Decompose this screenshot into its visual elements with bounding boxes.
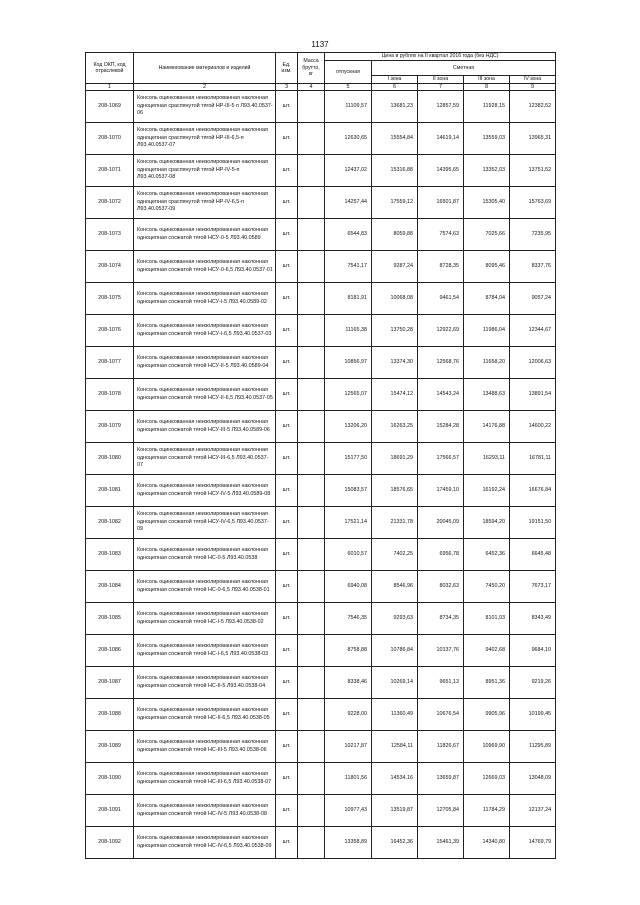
zone-4-price: 14600,22 (510, 411, 556, 443)
table-row (86, 731, 556, 763)
item-mass (298, 731, 325, 763)
item-mass (298, 763, 325, 795)
zone-2-price: 15284,28 (418, 411, 464, 443)
item-code: 208-1076 (86, 315, 134, 347)
zone-3-price: 11986,04 (464, 315, 510, 347)
zone-2-price: 8032,63 (418, 571, 464, 603)
release-price: 11801,56 (325, 763, 372, 795)
item-code: 208-1082 (86, 507, 134, 539)
zone-2-price: 11826,67 (418, 731, 464, 763)
item-mass (298, 155, 325, 187)
item-mass (298, 507, 325, 539)
zone-4-price: 12344,67 (510, 315, 556, 347)
table-row (86, 155, 556, 187)
zone-1-price: 15474,12 (372, 379, 418, 411)
table-row (86, 91, 556, 123)
zone-4-price: 7235,95 (510, 219, 556, 251)
item-unit: шт. (276, 123, 298, 155)
release-price: 6940,08 (325, 571, 372, 603)
zone-3-price: 6452,36 (464, 539, 510, 571)
header-unit: Ед. изм. (276, 53, 298, 84)
item-mass (298, 539, 325, 571)
zone-1-price: 13374,30 (372, 347, 418, 379)
zone-1-price: 9287,24 (372, 251, 418, 283)
item-code: 208-1083 (86, 539, 134, 571)
release-price: 11109,57 (325, 91, 372, 123)
item-unit: шт. (276, 635, 298, 667)
item-code: 208-1086 (86, 635, 134, 667)
item-mass (298, 91, 325, 123)
item-code: 208-1074 (86, 251, 134, 283)
release-price: 8758,88 (325, 635, 372, 667)
zone-1-price: 14534,16 (372, 763, 418, 795)
zone-3-price: 9402,68 (464, 635, 510, 667)
item-code: 208-1088 (86, 699, 134, 731)
table-row (86, 315, 556, 347)
release-price: 12437,02 (325, 155, 372, 187)
zone-2-price: 14395,65 (418, 155, 464, 187)
zone-2-price: 10137,76 (418, 635, 464, 667)
table-row (86, 123, 556, 155)
item-mass (298, 219, 325, 251)
item-unit: шт. (276, 91, 298, 123)
item-code: 208-1071 (86, 155, 134, 187)
item-name: Консоль оцинкованная неизолированная наклонная одноцепная сосжатой тягой НС-III-5 Л93.40.0538-06 (134, 731, 276, 763)
header-zone-3: III зона (464, 76, 510, 84)
item-unit: шт. (276, 795, 298, 827)
item-mass (298, 635, 325, 667)
zone-3-price: 16293,11 (464, 443, 510, 475)
zone-1-price: 18691,29 (372, 443, 418, 475)
release-price: 8338,46 (325, 667, 372, 699)
header-name: Наименование материалов и изделий (134, 53, 276, 84)
zone-1-price: 10068,08 (372, 283, 418, 315)
table-row (86, 699, 556, 731)
release-price: 12630,65 (325, 123, 372, 155)
zone-1-price: 8059,88 (372, 219, 418, 251)
release-price: 6544,83 (325, 219, 372, 251)
item-name: Консоль оцинкованная неизолированная наклонная одноцепная сосжатой тягой НСУ-IV-6,5 Л93.40.0537-09 (134, 507, 276, 539)
item-unit: шт. (276, 507, 298, 539)
zone-2-price: 16501,87 (418, 187, 464, 219)
column-number: 7 (418, 84, 464, 91)
header-zone-4: IV зона (510, 76, 556, 84)
item-unit: шт. (276, 219, 298, 251)
table-row (86, 603, 556, 635)
table-row (86, 635, 556, 667)
zone-1-price: 13681,23 (372, 91, 418, 123)
table-row (86, 763, 556, 795)
item-unit: шт. (276, 443, 298, 475)
item-mass (298, 251, 325, 283)
header-release: отпускная (325, 60, 372, 84)
table-row (86, 411, 556, 443)
zone-2-price: 17566,57 (418, 443, 464, 475)
release-price: 10217,87 (325, 731, 372, 763)
zone-4-price: 11295,89 (510, 731, 556, 763)
item-name: Консоль оцинкованная неизолированная наклонная одноцепная сраспянутой тягой НР-IV-5-п Л93.40.0537-08 (134, 155, 276, 187)
zone-1-price: 9293,63 (372, 603, 418, 635)
zone-1-price: 7402,25 (372, 539, 418, 571)
zone-3-price: 11658,20 (464, 347, 510, 379)
item-code: 208-1087 (86, 667, 134, 699)
release-price: 9228,00 (325, 699, 372, 731)
zone-3-price: 7025,66 (464, 219, 510, 251)
item-code: 208-1080 (86, 443, 134, 475)
table-row (86, 347, 556, 379)
release-price: 15083,57 (325, 475, 372, 507)
column-number-row (86, 84, 556, 91)
zone-4-price: 13048,09 (510, 763, 556, 795)
item-name: Консоль оцинкованная неизолированная наклонная одноцепная сосжатой тягой НС-II-6,5 Л93.40.0538-05 (134, 699, 276, 731)
zone-4-price: 8343,49 (510, 603, 556, 635)
item-name: Консоль оцинкованная неизолированная наклонная одноцепная сосжатой тягой НС-0-6,5 Л93.40.0538-01 (134, 571, 276, 603)
zone-4-price: 16781,11 (510, 443, 556, 475)
item-unit: шт. (276, 763, 298, 795)
zone-3-price: 7450,20 (464, 571, 510, 603)
item-name: Консоль оцинкованная неизолированная наклонная одноцепная сосжатой тягой НСУ-0-6,5 Л93.40.0537-01 (134, 251, 276, 283)
item-mass (298, 123, 325, 155)
table-row (86, 475, 556, 507)
release-price: 15177,50 (325, 443, 372, 475)
column-number: 1 (86, 84, 134, 91)
zone-3-price: 13488,63 (464, 379, 510, 411)
zone-3-price: 8951,36 (464, 667, 510, 699)
item-unit: шт. (276, 155, 298, 187)
item-code: 208-1069 (86, 91, 134, 123)
zone-1-price: 17559,12 (372, 187, 418, 219)
zone-3-price: 13352,03 (464, 155, 510, 187)
table-row (86, 827, 556, 859)
item-unit: шт. (276, 667, 298, 699)
header-mass: Масса брутто, кг (298, 53, 325, 84)
item-unit: шт. (276, 475, 298, 507)
zone-3-price: 15305,40 (464, 187, 510, 219)
release-price: 11165,38 (325, 315, 372, 347)
zone-2-price: 12922,69 (418, 315, 464, 347)
zone-4-price: 14769,79 (510, 827, 556, 859)
zone-3-price: 16192,24 (464, 475, 510, 507)
item-name: Консоль оцинкованная неизолированная наклонная одноцепная сосжатой тягой НС-IV-5 Л93.40.0538-08 (134, 795, 276, 827)
table-row (86, 667, 556, 699)
item-unit: шт. (276, 539, 298, 571)
item-name: Консоль оцинкованная неизолированная наклонная одноцепная сосжатой тягой НС-0-5 Л93.40.0538 (134, 539, 276, 571)
table-row (86, 251, 556, 283)
zone-4-price: 8337,76 (510, 251, 556, 283)
zone-1-price: 11360,49 (372, 699, 418, 731)
zone-2-price: 9461,54 (418, 283, 464, 315)
item-name: Консоль оцинкованная неизолированная наклонная одноцепная сосжатой тягой НСУ-II-5 Л93.40.0589-04 (134, 347, 276, 379)
item-code: 208-1092 (86, 827, 134, 859)
item-mass (298, 283, 325, 315)
release-price: 7541,17 (325, 251, 372, 283)
page-number: 1137 (311, 40, 329, 49)
item-code: 208-1091 (86, 795, 134, 827)
release-price: 8181,91 (325, 283, 372, 315)
zone-1-price: 13519,87 (372, 795, 418, 827)
column-number: 3 (276, 84, 298, 91)
item-code: 208-1090 (86, 763, 134, 795)
zone-3-price: 18594,20 (464, 507, 510, 539)
zone-2-price: 9651,13 (418, 667, 464, 699)
item-mass (298, 379, 325, 411)
header-estimate: Сметная (372, 60, 556, 76)
column-number: 8 (464, 84, 510, 91)
zone-2-price: 7574,63 (418, 219, 464, 251)
zone-2-price: 12568,76 (418, 347, 464, 379)
zone-2-price: 8728,35 (418, 251, 464, 283)
item-code: 208-1072 (86, 187, 134, 219)
zone-1-price: 10786,84 (372, 635, 418, 667)
item-mass (298, 795, 325, 827)
zone-3-price: 8095,46 (464, 251, 510, 283)
header-price-title: Цена в рублях на II квартал 2016 года (без НДС) (325, 53, 556, 61)
column-number: 6 (372, 84, 418, 91)
item-unit: шт. (276, 251, 298, 283)
zone-4-price: 12382,52 (510, 91, 556, 123)
item-unit: шт. (276, 187, 298, 219)
zone-1-price: 10269,14 (372, 667, 418, 699)
column-number: 9 (510, 84, 556, 91)
item-code: 208-1084 (86, 571, 134, 603)
release-price: 13358,89 (325, 827, 372, 859)
zone-4-price: 13965,31 (510, 123, 556, 155)
release-price: 14257,44 (325, 187, 372, 219)
zone-4-price: 16676,84 (510, 475, 556, 507)
zone-3-price: 8101,03 (464, 603, 510, 635)
zone-1-price: 18576,65 (372, 475, 418, 507)
zone-2-price: 14619,14 (418, 123, 464, 155)
zone-2-price: 13659,87 (418, 763, 464, 795)
table-row (86, 539, 556, 571)
release-price: 10977,43 (325, 795, 372, 827)
release-price: 10856,97 (325, 347, 372, 379)
item-unit: шт. (276, 315, 298, 347)
zone-2-price: 10676,54 (418, 699, 464, 731)
item-unit: шт. (276, 731, 298, 763)
zone-1-price: 15554,84 (372, 123, 418, 155)
zone-2-price: 12705,84 (418, 795, 464, 827)
item-unit: шт. (276, 827, 298, 859)
header-zone-2: II зона (418, 76, 464, 84)
header-code: Код ОКП, код отраслевой (86, 53, 134, 84)
item-mass (298, 571, 325, 603)
zone-4-price: 9057,24 (510, 283, 556, 315)
zone-1-price: 8546,96 (372, 571, 418, 603)
table-header (86, 53, 556, 91)
item-code: 208-1077 (86, 347, 134, 379)
item-mass (298, 827, 325, 859)
zone-4-price: 19151,50 (510, 507, 556, 539)
zone-1-price: 16452,36 (372, 827, 418, 859)
zone-3-price: 14340,80 (464, 827, 510, 859)
zone-3-price: 12669,03 (464, 763, 510, 795)
zone-4-price: 9684,10 (510, 635, 556, 667)
item-unit: шт. (276, 379, 298, 411)
zone-3-price: 13559,03 (464, 123, 510, 155)
item-code: 208-1075 (86, 283, 134, 315)
item-name: Консоль оцинкованная неизолированная наклонная одноцепная сраспянутой тягой НР-III-6,5-п Л93.40.0537-07 (134, 123, 276, 155)
table-row (86, 571, 556, 603)
zone-4-price: 13751,52 (510, 155, 556, 187)
item-mass (298, 443, 325, 475)
release-price: 6010,57 (325, 539, 372, 571)
item-name: Консоль оцинкованная неизолированная наклонная одноцепная сосжатой тягой НСУ-IV-5 Л93.40.0589-08 (134, 475, 276, 507)
item-name: Консоль оцинкованная неизолированная наклонная одноцепная сосжатой тягой НСУ-II-6,5 Л93.40.0537-05 (134, 379, 276, 411)
item-name: Консоль оцинкованная неизолированная наклонная одноцепная сосжатой тягой НС-IV-6,5 Л93.40.0538-09 (134, 827, 276, 859)
zone-1-price: 21331,78 (372, 507, 418, 539)
release-price: 7546,35 (325, 603, 372, 635)
zone-1-price: 13750,28 (372, 315, 418, 347)
zone-3-price: 11928,15 (464, 91, 510, 123)
item-name: Консоль оцинкованная неизолированная наклонная одноцепная сосжатой тягой НС-I-6,5 Л93.40.0538-03 (134, 635, 276, 667)
zone-1-price: 12584,11 (372, 731, 418, 763)
zone-1-price: 16263,25 (372, 411, 418, 443)
zone-4-price: 12006,63 (510, 347, 556, 379)
item-name: Консоль оцинкованная неизолированная наклонная одноцепная сосжатой тягой НСУ-I-5 Л93.40.0589-02 (134, 283, 276, 315)
zone-2-price: 12857,59 (418, 91, 464, 123)
item-code: 208-1078 (86, 379, 134, 411)
table-row (86, 795, 556, 827)
item-code: 208-1089 (86, 731, 134, 763)
item-name: Консоль оцинкованная неизолированная наклонная одноцепная сосжатой тягой НС-I-5 Л93.40.0538-02 (134, 603, 276, 635)
table-row (86, 219, 556, 251)
zone-4-price: 7673,17 (510, 571, 556, 603)
header-zone-1: I зона (372, 76, 418, 84)
item-mass (298, 699, 325, 731)
column-number: 2 (134, 84, 276, 91)
zone-3-price: 10969,90 (464, 731, 510, 763)
item-name: Консоль оцинкованная неизолированная наклонная одноцепная сосжатой тягой НСУ-III-5 Л93.40.0589-06 (134, 411, 276, 443)
table-body (86, 91, 556, 859)
zone-3-price: 8784,04 (464, 283, 510, 315)
item-name: Консоль оцинкованная неизолированная наклонная одноцепная сраспянутой тягой НР-III-5 п Л93.40.0537-06 (134, 91, 276, 123)
zone-4-price: 10199,45 (510, 699, 556, 731)
item-unit: шт. (276, 571, 298, 603)
column-number: 5 (325, 84, 372, 91)
zone-4-price: 13891,54 (510, 379, 556, 411)
column-number: 4 (298, 84, 325, 91)
release-price: 12565,07 (325, 379, 372, 411)
item-code: 208-1085 (86, 603, 134, 635)
item-name: Консоль оцинкованная неизолированная наклонная одноцепная сосжатой тягой НС-II-5 Л93.40.0538-04 (134, 667, 276, 699)
zone-2-price: 8734,35 (418, 603, 464, 635)
zone-4-price: 15763,69 (510, 187, 556, 219)
table-row (86, 507, 556, 539)
item-mass (298, 411, 325, 443)
table-row (86, 443, 556, 475)
item-code: 208-1079 (86, 411, 134, 443)
item-unit: шт. (276, 283, 298, 315)
item-name: Консоль оцинкованная неизолированная наклонная одноцепная сосжатой тягой НСУ-I-6,5 Л93.40.0537-03 (134, 315, 276, 347)
zone-4-price: 6645,48 (510, 539, 556, 571)
zone-2-price: 14543,24 (418, 379, 464, 411)
zone-4-price: 12137,24 (510, 795, 556, 827)
price-table (85, 52, 556, 859)
item-mass (298, 315, 325, 347)
zone-2-price: 20045,09 (418, 507, 464, 539)
release-price: 17521,14 (325, 507, 372, 539)
release-price: 13206,20 (325, 411, 372, 443)
item-unit: шт. (276, 411, 298, 443)
table-row (86, 187, 556, 219)
item-mass (298, 347, 325, 379)
item-unit: шт. (276, 699, 298, 731)
item-name: Консоль оцинкованная неизолированная наклонная одноцепная сосжатой тягой НСУ-III-6,5 Л93.40.0537-07 (134, 443, 276, 475)
item-code: 208-1081 (86, 475, 134, 507)
item-name: Консоль оцинкованная неизолированная наклонная одноцепная сраспянутой тягой НР-IV-6,5-п Л93.40.0537-09 (134, 187, 276, 219)
zone-4-price: 9219,26 (510, 667, 556, 699)
zone-2-price: 15461,39 (418, 827, 464, 859)
item-unit: шт. (276, 347, 298, 379)
item-mass (298, 187, 325, 219)
item-code: 208-1070 (86, 123, 134, 155)
table-row (86, 379, 556, 411)
item-code: 208-1073 (86, 219, 134, 251)
item-mass (298, 667, 325, 699)
zone-2-price: 6956,78 (418, 539, 464, 571)
item-name: Консоль оцинкованная неизолированная наклонная одноцепная сосжатой тягой НСУ-0-5 Л93.40.0589 (134, 219, 276, 251)
zone-1-price: 15316,88 (372, 155, 418, 187)
zone-3-price: 9905,96 (464, 699, 510, 731)
item-mass (298, 603, 325, 635)
zone-3-price: 14176,88 (464, 411, 510, 443)
zone-2-price: 17459,10 (418, 475, 464, 507)
item-unit: шт. (276, 603, 298, 635)
item-mass (298, 475, 325, 507)
table-row (86, 283, 556, 315)
item-name: Консоль оцинкованная неизолированная наклонная одноцепная сосжатой тягой НС-III-6,5 Л93.40.0538-07 (134, 763, 276, 795)
zone-3-price: 11784,29 (464, 795, 510, 827)
